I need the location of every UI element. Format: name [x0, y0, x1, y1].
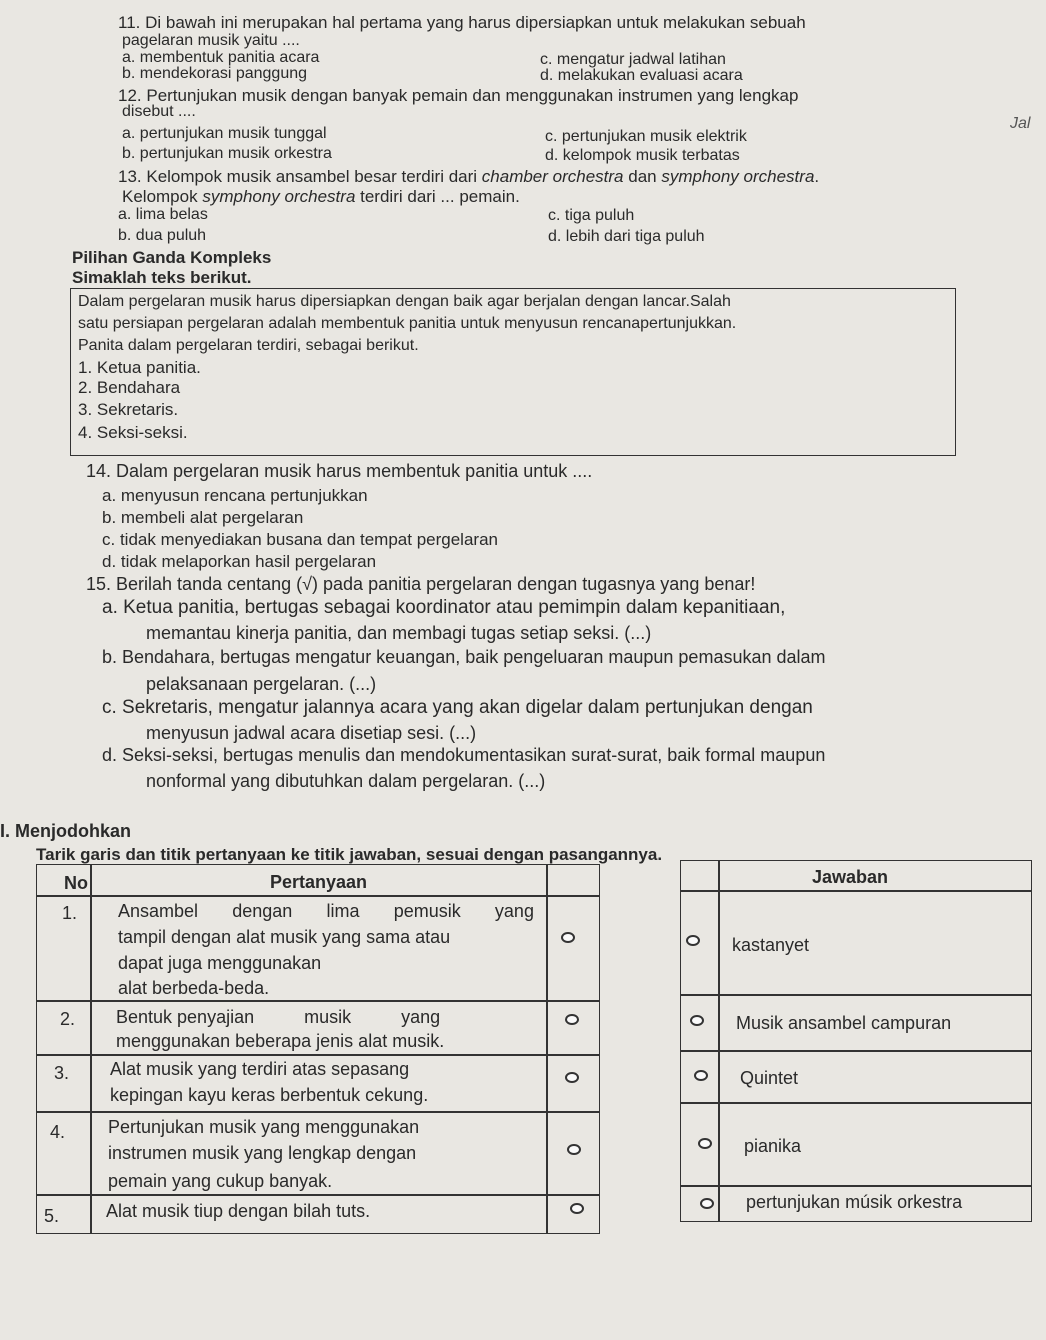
header-no: No [64, 873, 88, 893]
question-2-line1: Bentuk penyajian musik yang [116, 1007, 441, 1027]
q13-option-a: a. lima belas [118, 206, 208, 223]
header-pertanyaan: Pertanyaan [270, 872, 368, 892]
header-jawaban: Jawaban [812, 867, 889, 887]
q15-item-d-line1: d. Seksi-seksi, bertugas menulis dan mendokumentasikan surat-surat, baik formal maupun [102, 745, 826, 765]
q12-option-a: a. pertunjukan musik tunggal [122, 125, 327, 142]
question-2-line2: menggunakan beberapa jenis alat musik. [116, 1031, 445, 1051]
passage-item-1: 1. Ketua panitia. [78, 358, 201, 377]
passage-line3: Panita dalam pergelaran terdiri, sebagai berikut. [78, 337, 419, 354]
question-3-line2: kepingan kayu keras berbentuk cekung. [110, 1085, 429, 1105]
q15-item-a-line1: a. Ketua panitia, bertugas sebagai koordinator atau pemimpin dalam kepanitiaan, [102, 597, 786, 618]
answer-5-dot[interactable] [700, 1198, 714, 1209]
q15-stem: 15. Berilah tanda centang (√) pada panitia pergelaran dengan tugasnya yang benar! [86, 574, 756, 594]
answer-3-text: Quintet [740, 1068, 799, 1088]
q13-stem-line2: Kelompok symphony orchestra terdiri dari ... pemain. [122, 187, 520, 206]
q15-item-a-line2: memantau kinerja panitia, dan membagi tugas setiap seksi. (...) [146, 623, 652, 643]
answer-2-dot[interactable] [690, 1015, 704, 1026]
question-4-line2: instrumen musik yang lengkap dengan [108, 1143, 417, 1163]
question-5-line1: Alat musik tiup dengan bilah tuts. [106, 1201, 371, 1221]
q11-option-c: c. mengatur jadwal latihan [540, 51, 726, 68]
q14-option-d: d. tidak melaporkan hasil pergelaran [102, 552, 377, 571]
question-2-dot[interactable] [565, 1014, 579, 1025]
q15-item-d-line2: nonformal yang dibutuhkan dalam pergelaran. (...) [146, 771, 546, 791]
margin-handwritten-note: Jal [1010, 115, 1031, 132]
question-1-line3: dapat juga menggunakan [118, 953, 322, 973]
question-3-number: 3. [54, 1063, 70, 1083]
q13-stem-line1: 13. Kelompok musik ansambel besar terdiri dari chamber orchestra dan symphony orchestra. [118, 167, 820, 186]
q14-option-c: c. tidak menyediakan busana dan tempat pergelaran [102, 530, 498, 549]
question-1-line2: tampil dengan alat musik yang sama atau [118, 927, 451, 947]
matching-instruction: Tarik garis dan titik pertanyaan ke titik jawaban, sesuai dengan pasangannya. [36, 845, 663, 864]
q11-option-d: d. melakukan evaluasi acara [540, 67, 743, 84]
q11-option-b: b. mendekorasi panggung [122, 65, 308, 82]
q11-stem-line1: 11. Di bawah ini merupakan hal pertama yang harus dipersiapkan untuk melakukan sebuah [118, 13, 806, 32]
answer-3-dot[interactable] [694, 1070, 708, 1081]
q13-option-b: b. dua puluh [118, 227, 207, 244]
q13-option-d: d. lebih dari tiga puluh [548, 228, 705, 245]
q11-option-a: a. membentuk panitia acara [122, 49, 320, 66]
q14-option-a: a. menyusun rencana pertunjukkan [102, 486, 368, 505]
question-3-dot[interactable] [565, 1072, 579, 1083]
q12-option-d: d. kelompok musik terbatas [545, 147, 740, 164]
section-heading-kompleks: Pilihan Ganda Kompleks [72, 248, 272, 267]
answer-2-text: Musik ansambel campuran [736, 1013, 952, 1033]
passage-item-4: 4. Seksi-seksi. [78, 423, 188, 442]
answers-table [680, 860, 1032, 1222]
q11-stem-line2: pagelaran musik yaitu .... [122, 32, 300, 49]
q15-item-b-line2: pelaksanaan pergelaran. (...) [146, 674, 377, 694]
q12-stem-line2: disebut .... [122, 103, 196, 120]
q13-option-c: c. tiga puluh [548, 207, 635, 224]
q15-item-c-line1: c. Sekretaris, mengatur jalannya acara yang akan digelar dalam pertunjukan dengan [102, 697, 813, 718]
answer-4-text: pianika [744, 1136, 802, 1156]
q12-option-c: c. pertunjukan musik elektrik [545, 128, 747, 145]
answer-1-text: kastanyet [732, 935, 810, 955]
q14-stem: 14. Dalam pergelaran musik harus membentuk panitia untuk .... [86, 461, 593, 481]
passage-item-2: 2. Bendahara [78, 378, 181, 397]
passage-box [70, 288, 956, 456]
answer-5-text: pertunjukan músik orkestra [746, 1192, 963, 1212]
question-4-line1: Pertunjukan musik yang menggunakan [108, 1117, 420, 1137]
question-1-line4: alat berbeda-beda. [118, 978, 270, 998]
answer-4-dot[interactable] [698, 1138, 712, 1149]
question-5-number: 5. [44, 1206, 60, 1226]
question-4-line3: pemain yang cukup banyak. [108, 1171, 333, 1191]
passage-line1: Dalam pergelaran musik harus dipersiapkan dengan baik agar berjalan dengan lancar.Salah [78, 293, 731, 310]
question-3-line1: Alat musik yang terdiri atas sepasang [110, 1059, 410, 1079]
q12-option-b: b. pertunjukan musik orkestra [122, 145, 332, 162]
q15-item-c-line2: menyusun jadwal acara disetiap sesi. (...) [146, 723, 477, 743]
question-4-number: 4. [50, 1122, 66, 1142]
question-1-line1: Ansambel dengan lima pemusik yang [118, 901, 534, 921]
question-1-number: 1. [62, 903, 78, 923]
section-heading-menjodohkan: I. Menjodohkan [0, 821, 132, 841]
passage-instruction: Simaklah teks berikut. [72, 268, 252, 287]
question-4-dot[interactable] [567, 1144, 581, 1155]
q15-item-b-line1: b. Bendahara, bertugas mengatur keuangan, baik pengeluaran maupun pemasukan dalam [102, 647, 826, 667]
question-5-dot[interactable] [570, 1203, 584, 1214]
q14-option-b: b. membeli alat pergelaran [102, 508, 304, 527]
question-1-dot[interactable] [561, 932, 575, 943]
answer-1-dot[interactable] [686, 935, 700, 946]
passage-item-3: 3. Sekretaris. [78, 400, 179, 419]
question-2-number: 2. [60, 1009, 76, 1029]
passage-line2: satu persiapan pergelaran adalah membentuk panitia untuk menyusun rencanapertunjukkan. [78, 315, 737, 332]
q12-stem-line1: 12. Pertunjukan musik dengan banyak pemain dan menggunakan instrumen yang lengkap [118, 86, 799, 105]
